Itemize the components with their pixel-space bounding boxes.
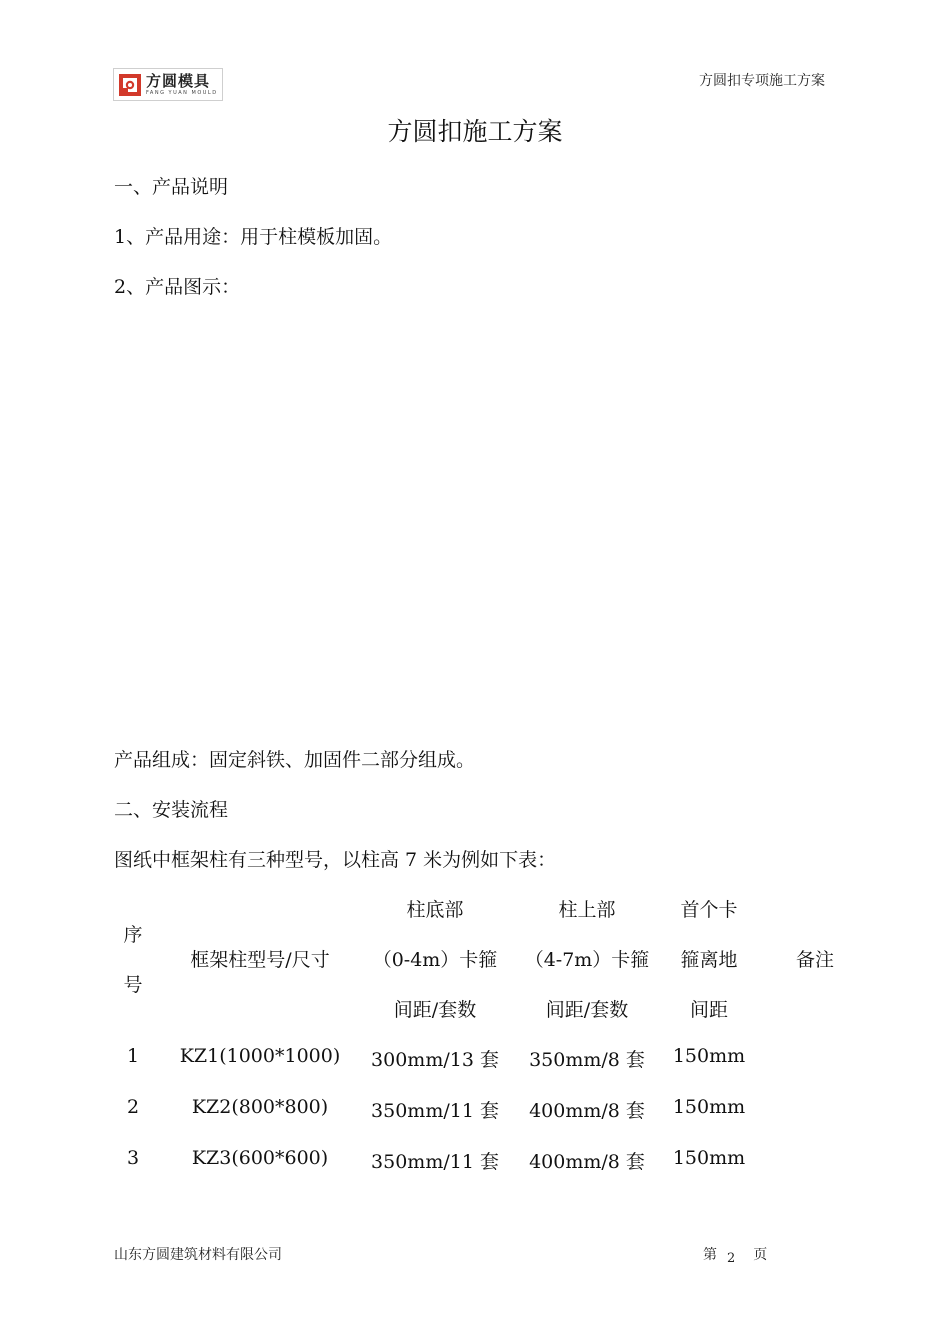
logo-english-name: FANG YUAN MOULD [146, 89, 218, 96]
paragraph-product-illustration: 2、产品图示： [114, 276, 241, 298]
cell-index: 2 [126, 1096, 140, 1118]
header-top-line3: 间距/套数 [545, 999, 629, 1021]
header-document-name: 方圆扣专项施工方案 [699, 73, 825, 89]
header-top-line1: 柱上部 [558, 899, 616, 921]
paragraph-product-composition: 产品组成：固定斜铁、加固件二部分组成。 [114, 749, 476, 771]
footer-page-indicator [703, 1244, 767, 1264]
cell-index: 3 [126, 1147, 140, 1169]
header-bottom-line3: 间距/套数 [393, 999, 477, 1021]
section-heading-installation: 二、安装流程 [114, 799, 229, 821]
paragraph-product-use: 1、产品用途：用于柱模板加固。 [114, 226, 393, 248]
header-index-line1: 序 [123, 924, 143, 946]
cell-model: KZ3(600*600) [191, 1147, 329, 1169]
footer-company-name: 山东方圆建筑材料有限公司 [114, 1247, 282, 1263]
paragraph-table-intro: 图纸中框架柱有三种型号，以柱高 7 米为例如下表： [114, 849, 557, 871]
header-top-line2: （4-7m）卡箍 [524, 949, 650, 971]
cell-first-distance: 150mm [672, 1096, 746, 1118]
logo-chinese-name: 方圆模具 [146, 71, 211, 90]
cell-bottom-spacing: 300mm/13 套 [371, 1049, 499, 1071]
footer-page-number: 2 [727, 1251, 736, 1266]
cell-index: 1 [126, 1045, 140, 1067]
cell-bottom-spacing: 350mm/11 套 [371, 1151, 499, 1173]
header-first-line3: 间距 [689, 999, 728, 1021]
cell-first-distance: 150mm [672, 1147, 746, 1169]
header-model: 框架柱型号/尺寸 [190, 949, 330, 971]
company-logo [113, 68, 223, 101]
header-bottom-line2: （0-4m）卡箍 [372, 949, 498, 971]
logo-text [146, 73, 218, 97]
cell-top-spacing: 400mm/8 套 [529, 1151, 645, 1173]
section-heading-product: 一、产品说明 [114, 176, 229, 198]
cell-first-distance: 150mm [672, 1045, 746, 1067]
cell-top-spacing: 350mm/8 套 [529, 1049, 645, 1071]
header-first-line2: 箍离地 [680, 949, 738, 971]
footer-page-prefix: 第 [703, 1247, 717, 1263]
cell-model: KZ2(800*800) [191, 1096, 329, 1118]
cell-top-spacing: 400mm/8 套 [529, 1100, 645, 1122]
header-bottom-line1: 柱底部 [406, 899, 464, 921]
header-index-line2: 号 [123, 974, 143, 996]
logo-mark-icon [118, 73, 142, 97]
cell-bottom-spacing: 350mm/11 套 [371, 1100, 499, 1122]
header-note: 备注 [795, 949, 834, 971]
page-title: 方圆扣施工方案 [387, 117, 563, 146]
footer-page-suffix: 页 [753, 1247, 768, 1263]
header-first-line1: 首个卡 [680, 899, 738, 921]
cell-model: KZ1(1000*1000) [179, 1045, 341, 1067]
